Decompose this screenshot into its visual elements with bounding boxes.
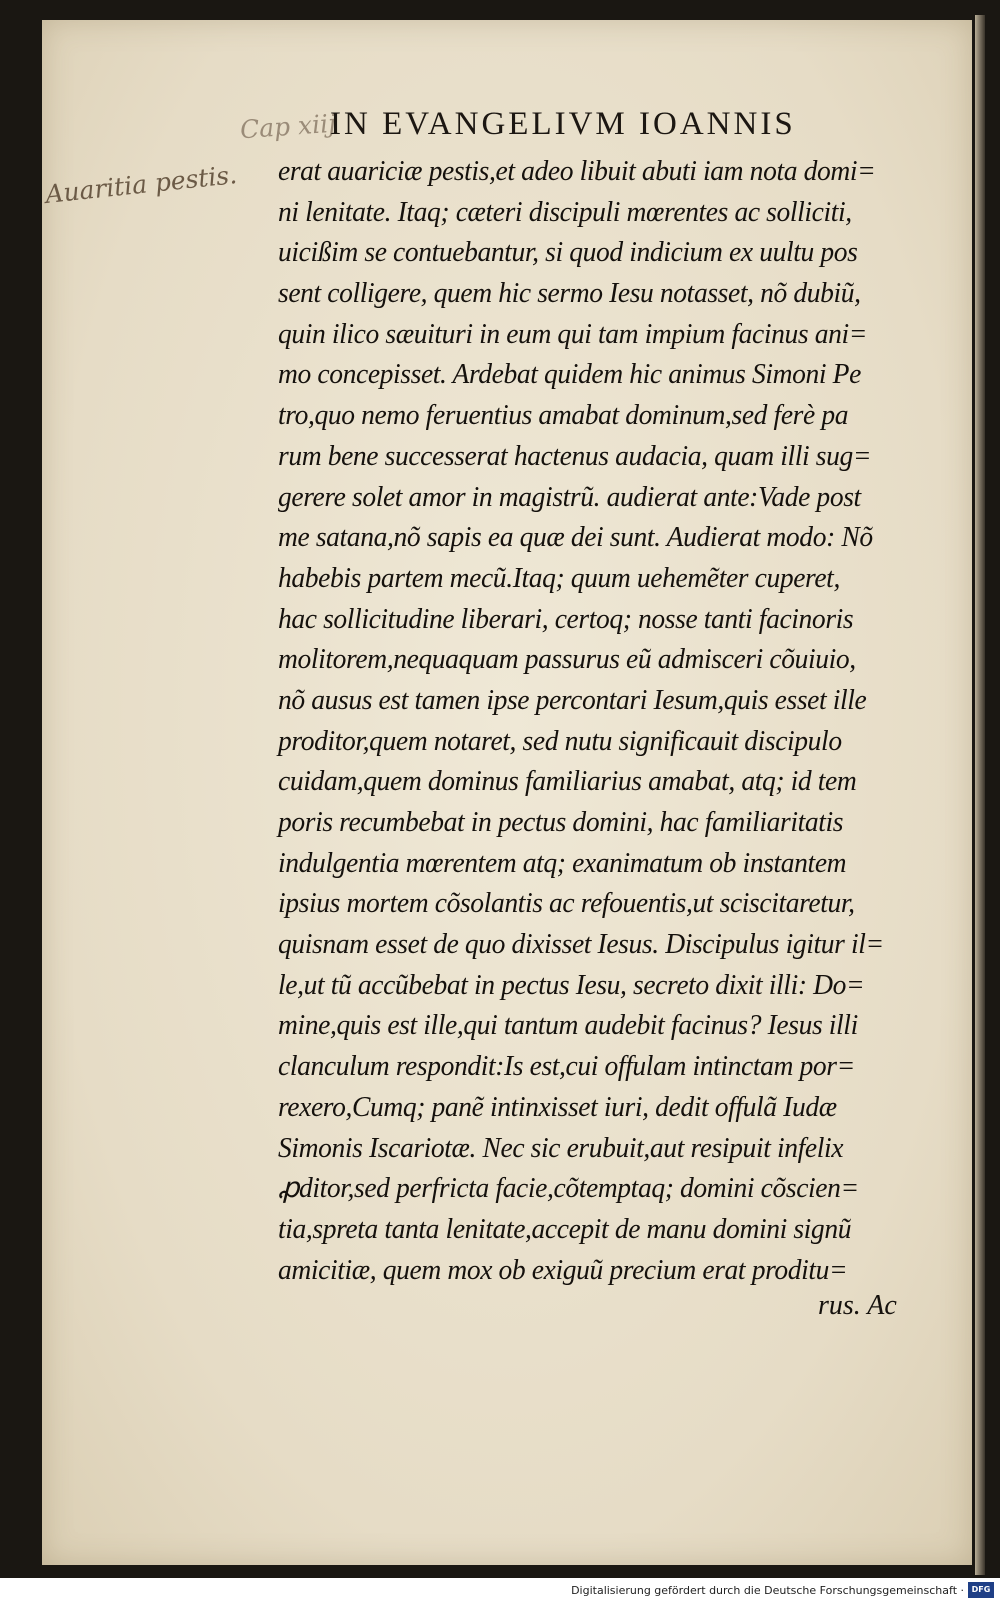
text-line: ipsius mortem cõsolantis ac refouentis,ut sciscitaretur, <box>278 888 855 920</box>
text-line: cuidam,quem dominus familiarius amabat, atq; id tem <box>278 766 857 798</box>
text-line: erat auariciæ pestis,et adeo libuit abuti iam nota domi= <box>278 156 876 187</box>
text-line: gerere solet amor in magistrũ. audierat ante:Vade post <box>278 481 861 513</box>
text-line: le,ut tũ accũbebat in pectus Iesu, secreto dixit illi: Do= <box>278 969 865 1001</box>
text-line: tro,quo nemo feruentius amabat dominum,sed ferè pa <box>278 400 849 432</box>
text-line: clanculum respondit:Is est,cui offulam intinctam por= <box>278 1051 855 1083</box>
text-line: ꝓditor,sed perfricta facie,cõtemptaq; domini cõscien= <box>278 1173 859 1205</box>
text-line: quisnam esset de quo dixisset Iesus. Discipulus igitur il= <box>278 929 884 961</box>
text-line: quin ilico sæuituri in eum qui tam impium facinus ani= <box>278 318 867 350</box>
footer-credit: Digitalisierung gefördert durch die Deutsche Forschungsgemeinschaft · <box>571 1584 964 1597</box>
chapter-marginal-note: Cap xiij <box>239 108 337 145</box>
text-line: proditor,quem notaret, sed nutu significauit discipulo <box>278 725 842 757</box>
text-line: ni lenitate. Itaq; cæteri discipuli mœrentes ac solliciti, <box>278 196 852 228</box>
text-line: poris recumbebat in pectus domini, hac familiaritatis <box>278 807 844 838</box>
text-line: rum bene successerat hactenus audacia, quam illi sug= <box>278 440 872 472</box>
catchword: rus. Ac <box>818 1290 897 1321</box>
text-line: nõ ausus est tamen ipse percontari Iesum,quis esset ille <box>278 684 867 716</box>
text-line: amicitiæ, quem mox ob exiguũ precium erat proditu= <box>278 1254 848 1286</box>
text-line: mine,quis est ille,qui tantum audebit facinus? Iesus illi <box>278 1010 858 1042</box>
text-line: rexero,Cumq; panẽ intinxisset iuri, dedit offulã Iudæ <box>278 1091 837 1123</box>
body-text <box>278 152 918 1291</box>
running-head: IN EVANGELIVM IOANNIS <box>330 106 796 142</box>
text-line: uicißim se contuebantur, si quod indicium ex uultu pos <box>278 237 858 269</box>
text-line: tia,spreta tanta lenitate,accepit de manu domini signũ <box>278 1213 852 1245</box>
text-line: habebis partem mecũ.Itaq; quum uehemẽter cuperet, <box>278 562 840 594</box>
side-marginal-note: Auaritia pestis. <box>44 160 239 209</box>
page-edge <box>975 15 985 1575</box>
text-line: molitorem,nequaquam passurus eũ admisceri cõuiuio, <box>278 644 856 676</box>
text-line: me satana,nõ sapis ea quæ dei sunt. Audierat modo: Nõ <box>278 522 873 554</box>
text-line: sent colligere, quem hic sermo Iesu notasset, nõ dubiũ, <box>278 278 861 310</box>
text-line: Simonis Iscariotæ. Nec sic erubuit,aut resipuit infelix <box>278 1132 844 1164</box>
dfg-logo: DFG <box>968 1582 994 1598</box>
text-line: mo concepisset. Ardebat quidem hic animus Simoni Pe <box>278 359 861 391</box>
text-line: indulgentia mœrentem atq; exanimatum ob instantem <box>278 847 847 879</box>
text-line: hac sollicitudine liberari, certoq; nosse tanti facinoris <box>278 603 854 635</box>
